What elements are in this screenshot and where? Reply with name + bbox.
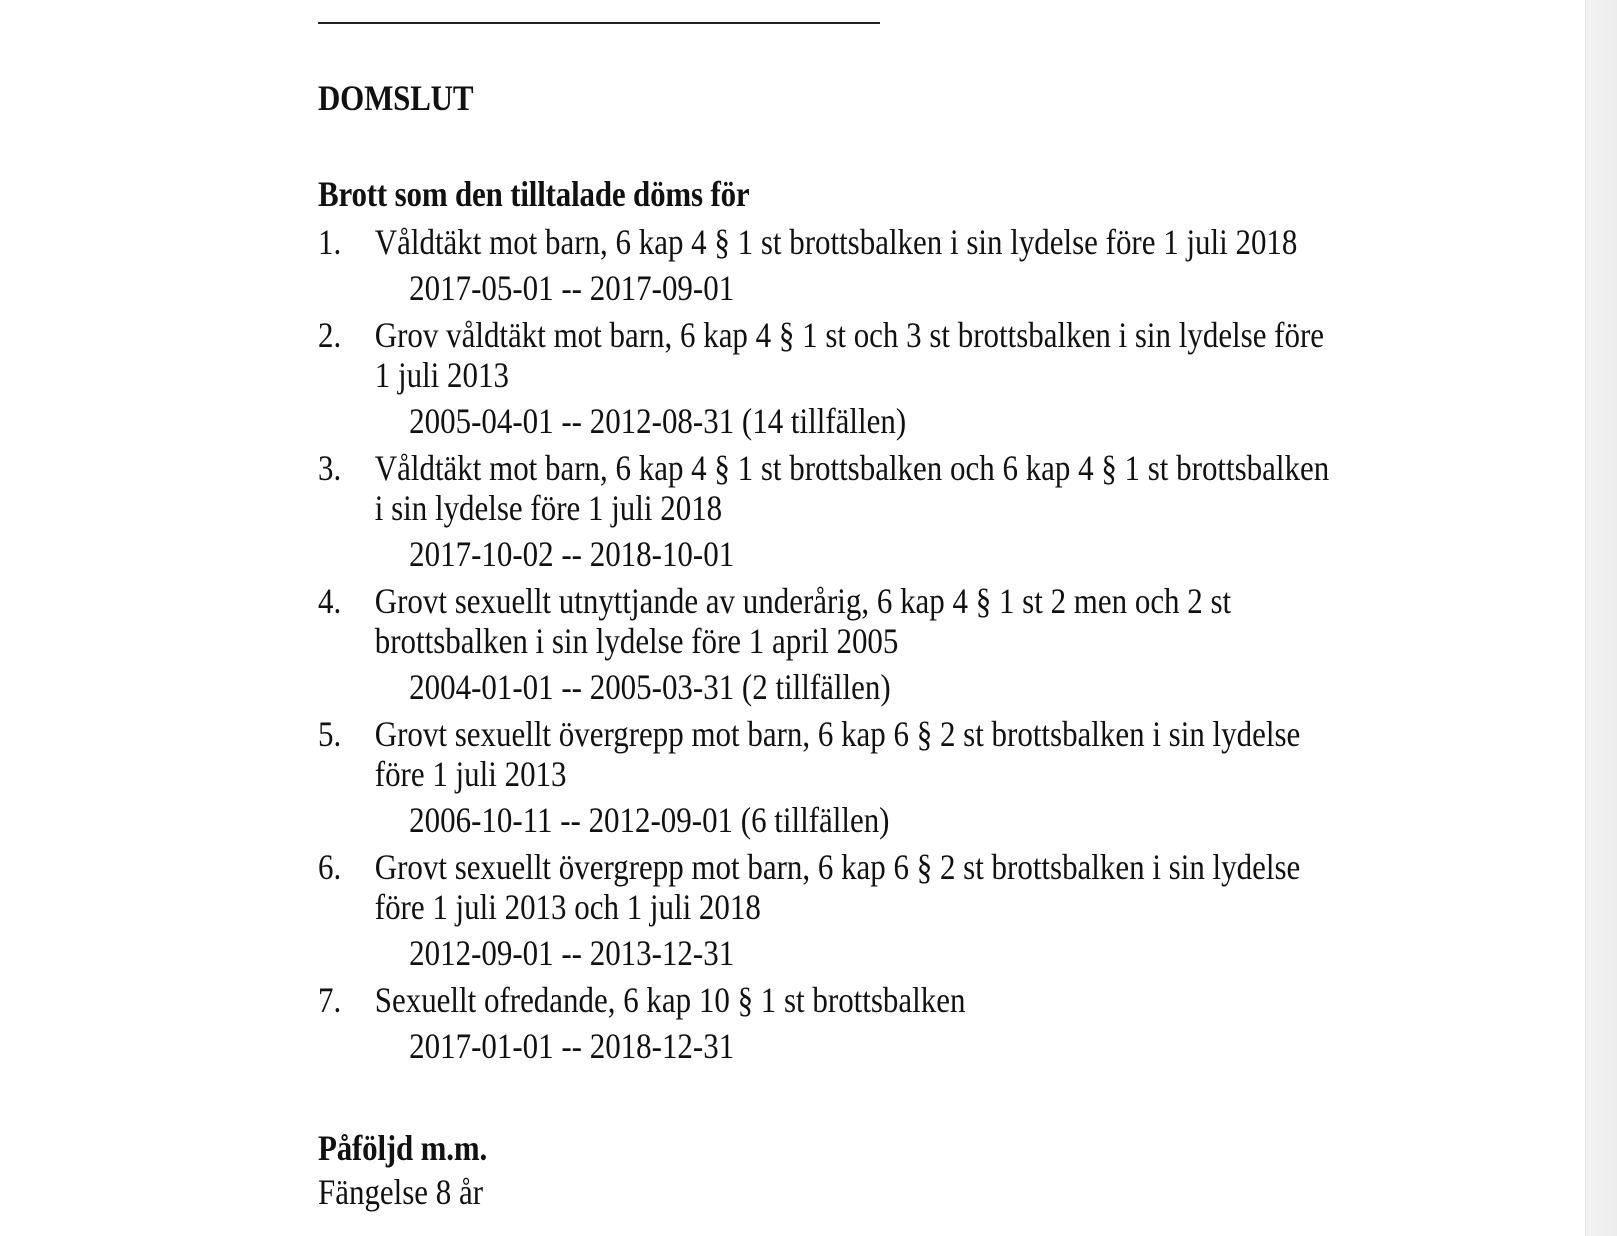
penalty-text: Fängelse 8 år xyxy=(318,1172,484,1212)
crime-number: 5. xyxy=(318,714,342,754)
top-rule xyxy=(318,22,880,24)
crimes-list xyxy=(318,222,1341,1066)
crime-body xyxy=(375,581,1342,707)
crime-description: Våldtäkt mot barn, 6 kap 4 § 1 st brottsbalken i sin lydelse före 1 juli 2018 xyxy=(374,222,1298,262)
crime-description: Sexuellt ofredande, 6 kap 10 § 1 st brottsbalken xyxy=(374,980,966,1020)
list-item xyxy=(318,581,1341,707)
crime-description: Våldtäkt mot barn, 6 kap 4 § 1 st brottsbalken och 6 kap 4 § 1 st brottsbalken i sin lydelse före 1 juli 2018 xyxy=(374,448,1330,528)
crime-description: Grov våldtäkt mot barn, 6 kap 4 § 1 st och 3 st brottsbalken i sin lydelse före 1 juli 2013 xyxy=(374,315,1325,395)
section-title: DOMSLUT xyxy=(318,78,474,118)
penalty-section xyxy=(318,1126,1341,1214)
crime-body xyxy=(375,980,1342,1066)
list-item xyxy=(318,315,1341,441)
crime-description: Grovt sexuellt övergrepp mot barn, 6 kap 6 § 2 st brottsbalken i sin lydelse före 1 juli 2013 xyxy=(374,714,1301,794)
list-item xyxy=(318,714,1341,840)
crime-period: 2017-05-01 -- 2017-09-01 xyxy=(409,268,735,308)
crime-number: 4. xyxy=(318,581,342,621)
crime-period: 2004-01-01 -- 2005-03-31 (2 tillfällen) xyxy=(409,667,891,707)
crime-period: 2006-10-11 -- 2012-09-01 (6 tillfällen) xyxy=(409,800,890,840)
document-content xyxy=(318,76,1341,1214)
scrollbar-gutter[interactable] xyxy=(1585,0,1617,1236)
crime-period: 2005-04-01 -- 2012-08-31 (14 tillfällen) xyxy=(409,401,907,441)
crime-period: 2017-10-02 -- 2018-10-01 xyxy=(409,534,735,574)
crimes-heading: Brott som den tilltalade döms för xyxy=(318,174,750,214)
list-item xyxy=(318,448,1341,574)
list-item xyxy=(318,980,1341,1066)
crime-body xyxy=(375,222,1342,308)
crime-period: 2012-09-01 -- 2013-12-31 xyxy=(409,933,735,973)
crime-description: Grovt sexuellt övergrepp mot barn, 6 kap 6 § 2 st brottsbalken i sin lydelse före 1 juli 2013 och 1 juli 2018 xyxy=(374,847,1301,927)
crime-number: 7. xyxy=(318,980,342,1020)
crime-body xyxy=(375,847,1342,973)
crime-number: 2. xyxy=(318,315,342,355)
crime-period: 2017-01-01 -- 2018-12-31 xyxy=(409,1026,735,1066)
crime-number: 6. xyxy=(318,847,342,887)
crime-description: Grovt sexuellt utnyttjande av underårig, 6 kap 4 § 1 st 2 men och 2 st brottsbalken i sin lydelse före 1 april 2005 xyxy=(374,581,1232,661)
list-item xyxy=(318,222,1341,308)
crime-body xyxy=(375,448,1342,574)
crime-number: 3. xyxy=(318,448,342,488)
crime-body xyxy=(375,315,1342,441)
list-item xyxy=(318,847,1341,973)
penalty-heading: Påföljd m.m. xyxy=(318,1128,488,1168)
crime-number: 1. xyxy=(318,222,342,262)
crime-body xyxy=(375,714,1342,840)
